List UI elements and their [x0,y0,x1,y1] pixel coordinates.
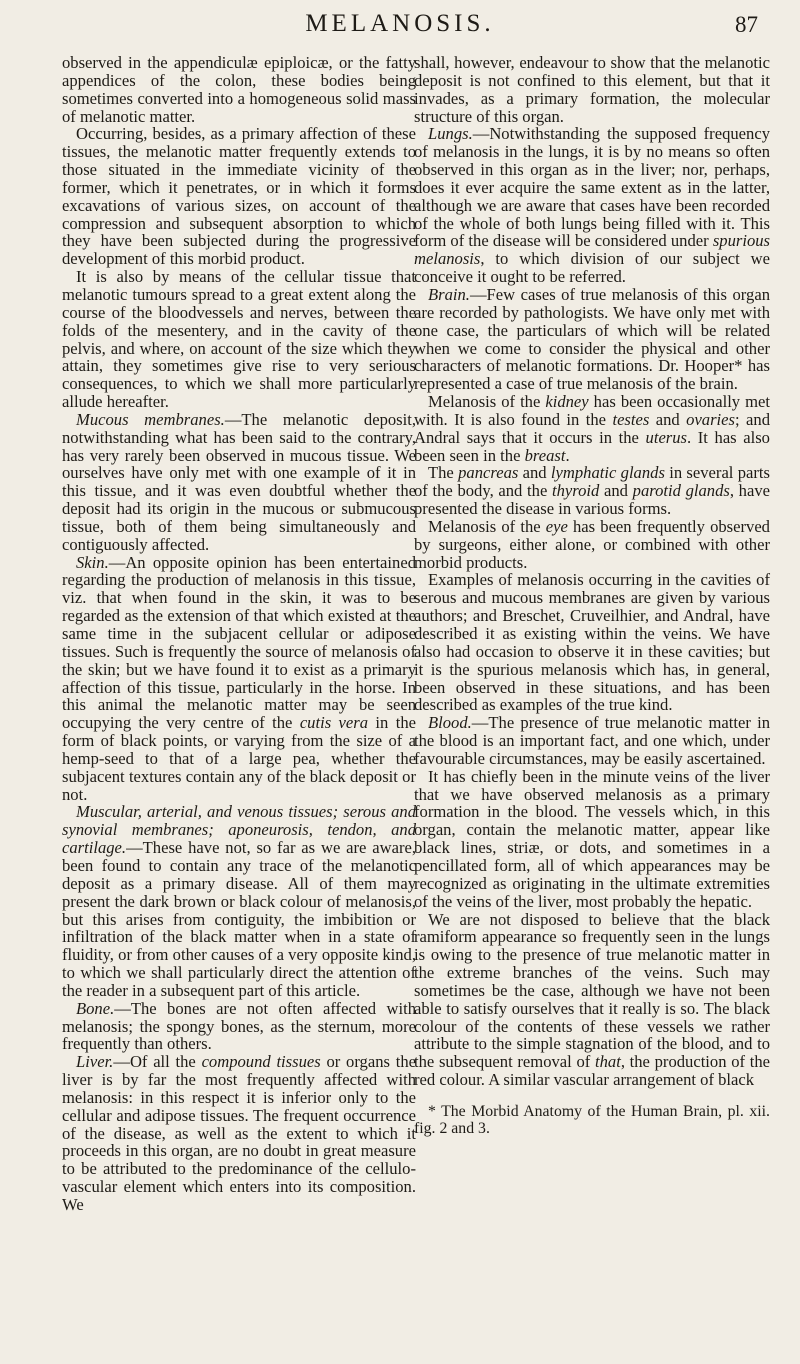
paragraph-brain: Brain.—Few cases of true melanosis of this organ are recorded by pathologists. We have only met with one case, the particulars of which will be related when we come to consider the physical and other characters of melanotic formations. Dr. Hooper* has represented a case of true melanosis of the brain. [414,284,770,394]
right-column [414,54,770,1137]
paragraph: It is also by means of the cellular tissue that melanotic tumours spread to a great extent along the course of the bloodvessels and nerves, between the folds of the mesentery, and in the cavity of the pelvis, and where, on account of the size which they attain, they sometimes give rise to very serious consequences, to which we shall more particularly allude hereafter. [62,267,416,412]
paragraph: Occurring, besides, as a primary affection of these tissues, the melanotic matter frequently extends to those situated in the immediate vicinity of the former, which it penetrates, or in which it forms excavations of various sizes, on account of the compression and subsequent absorption to which they have been subjected during the progressive development of this morbid product. [62,124,416,269]
paragraph: Examples of melanosis occurring in the cavities of serous and mucous membranes are given by various authors; and Breschet, Cruveilhier, and Andral, have described it as existing within the veins. We have also had occasion to observe it in these cavities; but it is the spurious melanosis which has, in general, been observed in these situations, and has been described as examples of the true kind. [414,570,770,715]
paragraph-lungs: Lungs.—Notwithstanding the supposed frequency of melanosis in the lungs, it is by no means so often observed in this organ as in the liver; nor, perhaps, does it ever acquire the same extent as in the latter, although we are aware that cases have been recorded of the whole of both lungs being filled with it. This form of the disease will be considered under spurious melanosis, to which division of our subject we conceive it ought to be referred. [414,124,770,287]
left-column [62,54,416,1214]
running-head [0,4,800,50]
running-title: MELANOSIS. [305,10,495,37]
paragraph-bone: Bone.—The bones are not often affected with melanosis; the spongy bones, as the sternum, more frequently than others. [62,998,416,1054]
paragraph-eye: Melanosis of the eye has been frequently observed by surgeons, either alone, or combined with other morbid products. [414,516,770,572]
page-number: 87 [735,12,758,37]
section-heading: Muscular, arterial, and venous tissues; serous and synovial membranes; aponeurosis, tendon, and cartilage. [62,802,416,858]
paragraph-liver: Liver.—Of all the compound tissues or organs the liver is by far the most frequently affected with melanosis: in this respect it is inferior only to the cellular and adipose tissues. The frequent occurrence of the disease, as well as the extent to which it proceeds in this organ, are no doubt in great measure to be attributed to the predominance of the cellulo-vascular element which enters into its composition. We [62,1052,416,1214]
footnote: * The Morbid Anatomy of the Human Brain, pl. xii. fig. 2 and 3. [414,1102,770,1137]
section-heading: Liver. [76,1052,114,1072]
paragraph: We are not disposed to believe that the black ramiform appearance so frequently seen in the lungs is owing to the presence of true melanotic matter in the extreme branches of the veins. Such may sometimes be the case, although we have not been able to satisfy ourselves that it really is so. The black colour of the contents of these vessels we rather attribute to the simple stagnation of the blood, and to the subsequent removal of that, the production of the red colour. A similar vascular arrangement of black [414,909,770,1090]
paragraph-muscular: Muscular, arterial, and venous tissues; serous and synovial membranes; aponeurosis, tendon, and cartilage.—These have not, so far as we are aware, been found to contain any trace of the melanotic deposit as a primary disease. All of them may present the dark brown or black colour of melanosis, but this arises from contiguity, the imbibition or infiltration of the black matter when in a state of fluidity, or from other causes of a very opposite kind, to which we shall particularly direct the attention of the reader in a subsequent part of this article. [62,802,416,1000]
section-heading: Skin. [76,552,109,572]
paragraph-skin: Skin.—An opposite opinion has been entertained regarding the production of melanosis in this tissue, viz. that when found in the skin, it was to be regarded as the extension of that which existed at the same time in the subjacent cellular or adipose tissues. Such is frequently the source of melanosis of the skin; but we have found it to exist as a primary affection of this tissue, particularly in the horse. In this animal the melanotic matter may be seen occupying the very centre of the cutis vera in the form of black points, or varying from the size of a hemp-seed to that of a large pea, whether the subjacent textures contain any of the black deposit or not. [62,552,416,804]
section-heading: Bone. [76,998,115,1018]
paragraph: shall, however, endeavour to show that the melanotic deposit is not confined to this element, but that it invades, as a primary formation, the molecular structure of this organ. [414,53,770,126]
paragraph-mucous-membranes: Mucous membranes.—The melanotic deposit, notwithstanding what has been said to the contrary, has very rarely been observed in mucous tissue. We ourselves have only met with one example of it in this tissue, and it was even doubtful whether the deposit had its origin in the mucous or submucous tissue, both of them being simultaneously and contiguously affected. [62,409,416,554]
paragraph: It has chiefly been in the minute veins of the liver that we have observed melanosis as a primary formation in the blood. The vessels which, in this organ, contain the melanotic matter, appear like black lines, striæ, or dots, and sometimes in a pencillated form, all of which appearances may be recognized as originating in the ultimate extremities of the veins of the liver, most probably the hepatic. [414,766,770,911]
paragraph-kidney: Melanosis of the kidney has been occasionally met with. It is also found in the testes and ovaries; and Andral says that it occurs in the uterus. It has also been seen in the breast. [414,392,770,465]
section-heading: Brain. [428,284,470,304]
section-heading: Mucous membranes. [76,409,225,429]
section-heading: Lungs. [428,124,473,144]
paragraph: observed in the appendiculæ epiploicæ, or the fatty appendices of the colon, these bodies being sometimes converted into a homogeneous solid mass of melanotic matter. [62,53,416,126]
section-heading: Blood. [428,713,472,733]
paragraph-pancreas: The pancreas and lymphatic glands in several parts of the body, and the thyroid and parotid glands, have presented the disease in various forms. [414,463,770,519]
paragraph-blood: Blood.—The presence of true melanotic matter in the blood is an important fact, and one which, under favourable circumstances, may be easily ascertained. [414,713,770,768]
